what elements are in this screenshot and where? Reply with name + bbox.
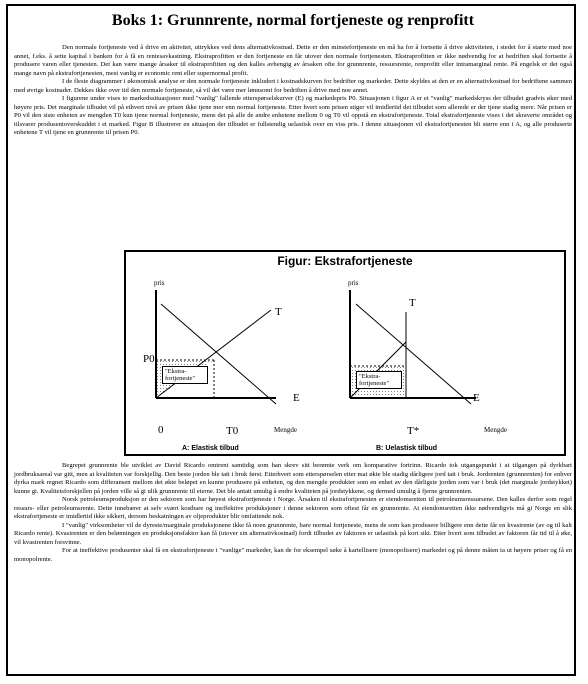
intro-text [14, 44, 572, 138]
figure-title: Figur: Ekstrafortjeneste [277, 254, 413, 268]
demand-label-b: E [473, 392, 480, 404]
x-axis-label-b: Mengde [484, 426, 507, 434]
box-frame [6, 4, 576, 676]
figure-ekstrafortjeneste [124, 250, 566, 456]
paragraph: Begrepet grunnrente ble utviklet av David Ricardo omtrent samtidig som han skrev sitt berømte verk om komparative fortrinn. Ricardo tok utgangspunkt i at tilgangen på dyrkbart jordbruksareal var gitt, men at kvaliteten var forskjellig. Den beste jorden ble tatt i bruk først. Etterhvert som etterspørselen etter mat økte ble stadig dårligere jord tatt i bruk. Jordrenten (grunnrenten) for enhver dyrka mark regnet Ricardo som differansen mellom det økte beløpet en kunne produsere på enheten, og den mengde produkter som en enhet av den dårligste jorden som var i bruk (det marginale jordstykket) kunne gi. Kvalitetsforskjellen på jorden ville så gi ulik grunnrente til eierne. Det ble antatt umulig å endre kvaliteten på jordstykkene, og dermed umulig å fjerne grunnrenten. [14, 462, 572, 495]
supply-label-a: T [275, 306, 282, 318]
surplus-box-a: "Ekstra-fortjeneste" [162, 366, 208, 384]
caption-a: A: Elastisk tilbud [182, 445, 239, 452]
caption-b: B: Uelastisk tilbud [376, 445, 438, 452]
figure-graphics [126, 252, 564, 454]
y-axis-label-b: pris [348, 279, 359, 287]
box-title: Boks 1: Grunnrente, normal fortjeneste og renprofitt [111, 12, 475, 29]
y-axis-label-a: pris [154, 279, 165, 287]
surplus-box-b: "Ekstra-fortjeneste" [356, 371, 402, 389]
body-text [14, 462, 572, 564]
quantity-label-a: T0 [226, 425, 239, 437]
quantity-label-b: T* [407, 425, 420, 437]
supply-label-b: T [409, 297, 416, 309]
paragraph: I "vanlig" virksomheter vil de dyreste/marginale produksjonene ikke få noen grunnrente, bare normal fortjeneste, mens de som kan produsere billigere enn dette får en kvasirente (av og til kalt Ricardo rente). Kvasirenten er den belønningen en produksjonsfaktor kan få (utover sin alternativkostnad) fordi tilbudet av faktoren er uelastisk på kort sikt. Etter hvert som tilbudet av faktoren får tid til å øke, vil kvasirenten forsvinne. [14, 521, 572, 546]
origin-label-a: 0 [158, 424, 164, 436]
x-axis-label-a: Mengde [274, 426, 297, 434]
paragraph: I figurene under vises to markedssituasjoner med "vanlig" fallende etterspørselskurver (E) og markedspris P0. Situasjonen i figur A er et "vanlig" markedskryss der tilbudet gradvis øker med høyere pris. Det marginale tilbudet vil på ethvert nivå av prisen ikke tjene mer enn normal fortjeneste. Etter hvert som prisen stiger vil imidlertid det tilbudet som allerede er der tjene stadig mere. Når prisen er P0 vil den siste enheten av mengden T0 kun tjene normal fortjeneste, mens det på alle de andre enhetene mellom 0 og T0 vil oppstå en ekstrafortjeneste. Total ekstrafortjeneste vises i det skraverte området og tilsvarer produsentoverskuddet i et marked. Figur B illustrerer en situasjon der tilbudet er fullstendig uelastisk over en viss pris. I denne situasjonen vil ekstrafortjenesten bli større enn i A, og alle produserte enhetene T vil tjene en grunnrente til prisen P0. [14, 95, 572, 136]
paragraph: I de fleste diagrammer i økonomisk analyse er den normale fortjeneste inkludert i kostnadskurven for bedrifter og markeder. Dette skyldes at den er en alternativkostnad for bedriftene sammen med øvrige kostnader. Dekkes ikke over tid den normale fortjeneste, så vil det være mer lønnsomt for bedriften å drive med noe annet. [14, 78, 572, 94]
demand-label-a: E [293, 392, 300, 404]
paragraph: For at ineffektive produsenter skal få en ekstrafortjeneste i "vanlige" markeder, kan de for eksempel søke å kartellisere (monopolisere) markedet og på denne måten ta ut høyere priser og få en monopolrente. [14, 547, 572, 563]
price-label-a: P0 [143, 353, 155, 365]
paragraph: Norsk petroleumsproduksjon er den sektoren som har høyest ekstrafortjeneste i Norge. Årsaken til ekstrafortjenesten er eiendomsretten til petroleumsressursene. Den kalles derfor som regel ressurs- eller petroleumsrente. Dette innebærer at selv svært kostbare og ineffektive produksjoner i denne sektoren som oftest får en grunnrente. At eiendomsretten ikke nødvendigvis må gi Norge en slik ekstrafortjeneste er imidlertid ikke sikkert, dersom beskatningen av oljeprodukter blir omfattende nok. [14, 496, 572, 520]
paragraph: Den normale fortjeneste ved å drive en aktivitet, uttrykkes ved dens alternativkostnad. Dette er den minstefortjeneste en må ha for å fortsette å drive aktiviteten, i stedet for å starte med noe annet, f.eks. å sette kapital i banken for å få en rentesavkastning. Ekstraprofitten er den fortjeneste en får utover den normale fortjenesten. Ekstraprofitten er ikke nødvendig for at bedriften skal fortsette å produsere varen eller tjenesten. Det kan være mange årsaker til ekstraprofitten og den kalles avhengig av årsaken ofte for grunnrente, ressursrente, renprofitt eller intramarginal rente. På engelsk er det også mange navn på ekstrafortjenesten, mest vanlig er economic rent eller supernormal profit. [14, 44, 572, 77]
